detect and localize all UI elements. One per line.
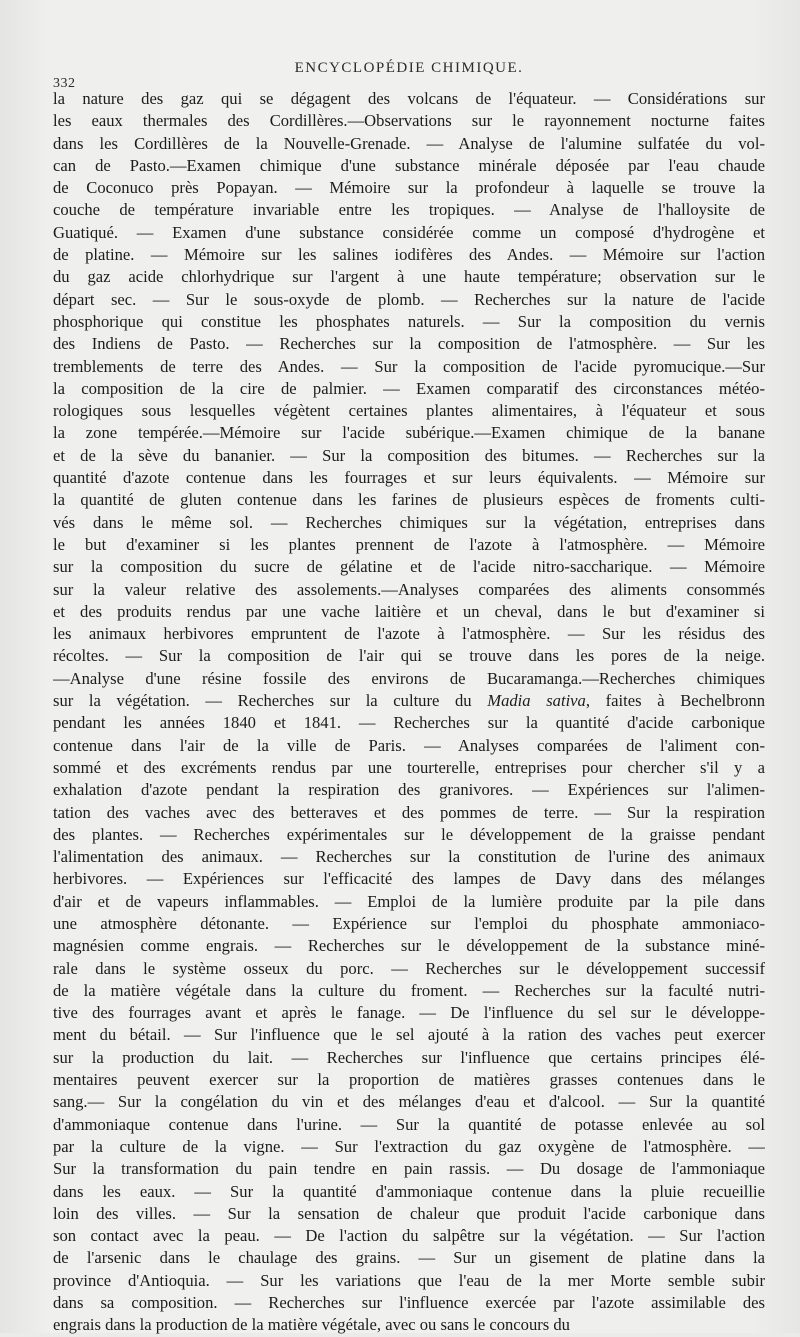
text-line: ment du bétail. — Sur l'influence que le sel ajouté à la ration des vaches peut exercer (53, 1025, 765, 1045)
text-line: de l'arsenic dans le chaulage des grains. — Sur un gisement de platine dans la (53, 1248, 765, 1268)
text-line: magnésien comme engrais. — Recherches sur le développement de la substance miné- (53, 936, 765, 956)
text-line: Sur la transformation du pain tendre en pain rassis. — Du dosage de l'ammoniaque (53, 1159, 765, 1179)
text-line: pendant les années 1840 et 1841. — Recherches sur la quantité d'acide carbonique (53, 713, 765, 733)
text-line: le but d'examiner si les plantes prennent de l'azote à l'atmosphère. — Mémoire (53, 534, 765, 554)
text-line: sommé et des excréments rendus par une tourterelle, entreprises pour chercher s'il y a (53, 757, 765, 777)
text-line: de la matière végétale dans la culture du froment. — Recherches sur la faculté nutri- (53, 980, 765, 1000)
body-paragraph (53, 88, 765, 1337)
text-line: sur la production du lait. — Recherches sur l'influence que certains principes élé- (53, 1047, 765, 1067)
text-line: dans sa composition. — Recherches sur l'influence exercée par l'azote assimilable des (53, 1293, 765, 1313)
text-line: tive des fourrages avant et après le fanage. — De l'influence du sel sur le développe- (53, 1003, 765, 1023)
text-line: la nature des gaz qui se dégagent des volcans de l'équateur. — Considérations sur (53, 89, 765, 108)
text-line: son contact avec la peau. — De l'action du salpêtre sur la végétation. — Sur l'action (53, 1226, 765, 1246)
text-line: contenue dans l'air de la ville de Paris. — Analyses comparées de l'aliment con- (53, 735, 765, 755)
page-header (53, 60, 765, 91)
text-line: d'air et de vapeurs inflammables. — Emploi de la lumière produite par la pile dans (53, 891, 765, 911)
text-line: les animaux herbivores empruntent de l'azote à l'atmosphère. — Sur les résidus des (53, 624, 765, 644)
text-line: mentaires peuvent exercer sur la proportion de matières grasses contenues dans le (53, 1070, 765, 1090)
text-line: sur la valeur relative des assolements.—Analyses comparées des aliments consommés (53, 579, 765, 599)
text-line: quantité d'azote contenue dans les fourrages et sur leurs équivalents. — Mémoire sur (53, 468, 765, 488)
text-line: les eaux thermales des Cordillères.—Observations sur le rayonnement nocturne faites (53, 111, 765, 131)
text-line: de Coconuco près Popayan. — Mémoire sur la profondeur à laquelle se trouve la (53, 178, 765, 198)
text-line: et de la sève du bananier. — Sur la composition des bitumes. — Recherches sur la (53, 445, 765, 465)
text-line: du gaz acide chlorhydrique sur l'argent à une haute température; observation sur le (53, 267, 765, 287)
page-number: 332 (53, 76, 76, 91)
text-line: une atmosphère détonante. — Expérience sur l'emploi du phosphate ammoniaco- (53, 913, 765, 933)
text-line: dans les eaux. — Sur la quantité d'ammoniaque contenue dans la pluie recueillie (53, 1181, 765, 1201)
text-line: la quantité de gluten contenue dans les farines de plusieurs espèces de froments culti- (53, 490, 765, 510)
text-line: récoltes. — Sur la composition de l'air qui se trouve dans les pores de la neige. (53, 646, 765, 666)
text-line: sur la composition du sucre de gélatine et de l'acide nitro-saccharique. — Mémoire (53, 557, 765, 577)
text-line: sang.— Sur la congélation du vin et des mélanges d'eau et d'alcool. — Sur la quantité (53, 1092, 765, 1112)
text-line: can de Pasto.—Examen chimique d'une substance minérale déposée par l'eau chaude (53, 155, 765, 175)
italic-species-name: Madia sativa (487, 691, 586, 711)
text-line: rologiques sous lesquelles végètent certaines plantes alimentaires, à l'équateur et sous (53, 401, 765, 421)
text-line: par la culture de la vigne. — Sur l'extraction du gaz oxygène de l'atmosphère. — (53, 1136, 765, 1156)
text-line: départ sec. — Sur le sous-oxyde de plomb. — Recherches sur la nature de l'acide (53, 289, 765, 309)
text-line: herbivores. — Expériences sur l'efficacité des lampes de Davy dans des mélanges (53, 869, 765, 889)
text-line: vés dans le même sol. — Recherches chimiques sur la végétation, entreprises dans (53, 512, 765, 532)
text-line: exhalation d'azote pendant la respiration des granivores. — Expériences sur l'alimen- (53, 780, 765, 800)
text-line: des Indiens de Pasto. — Recherches sur la composition de l'atmosphère. — Sur les (53, 334, 765, 354)
text-line: la zone tempérée.—Mémoire sur l'acide subérique.—Examen chimique de la banane (53, 423, 765, 443)
text-line: province d'Antioquia. — Sur les variations que l'eau de la mer Morte semble subir (53, 1270, 765, 1290)
running-title: ENCYCLOPÉDIE CHIMIQUE. (294, 60, 524, 76)
text-line: Guatiqué. — Examen d'une substance considérée comme un composé d'hydrogène et (53, 222, 765, 242)
text-line: sur la végétation. — Recherches sur la culture du Madia sativa, faites à Bechelbronn (53, 691, 765, 711)
text-line: tremblements de terre des Andes. — Sur la composition de l'acide pyromucique.—Sur (53, 356, 765, 376)
text-line: loin des villes. — Sur la sensation de chaleur que produit l'acide carbonique dans (53, 1203, 765, 1223)
text-line: —Analyse d'une résine fossile des environs de Bucaramanga.—Recherches chimiques (53, 668, 765, 688)
text-line: la composition de la cire de palmier. — Examen comparatif des circonstances météo- (53, 378, 765, 398)
text-line: de platine. — Mémoire sur les salines iodifères des Andes. — Mémoire sur l'action (53, 245, 765, 265)
text-line: d'ammoniaque contenue dans l'urine. — Sur la quantité de potasse enlevée au sol (53, 1114, 765, 1134)
text-line: des plantes. — Recherches expérimentales sur le développement de la graisse pendant (53, 824, 765, 844)
text-line: dans les Cordillères de la Nouvelle-Grenade. — Analyse de l'alumine sulfatée du vol- (53, 133, 765, 153)
text-line: phosphorique qui constitue les phosphates naturels. — Sur la composition du vernis (53, 311, 765, 331)
text-line: engrais dans la production de la matière végétale, avec ou sans le concours du (53, 1315, 570, 1335)
text-line: et des produits rendus par une vache laitière et un cheval, dans le but d'examiner si (53, 601, 765, 621)
text-line: tation des vaches avec des betteraves et des pommes de terre. — Sur la respiration (53, 802, 765, 822)
text-line: couche de température invariable entre les tropiques. — Analyse de l'halloysite de (53, 200, 765, 220)
text-line: rale dans le système osseux du porc. — Recherches sur le développement successif (53, 958, 765, 978)
text-line: l'alimentation des animaux. — Recherches sur la constitution de l'urine des animaux (53, 847, 765, 867)
